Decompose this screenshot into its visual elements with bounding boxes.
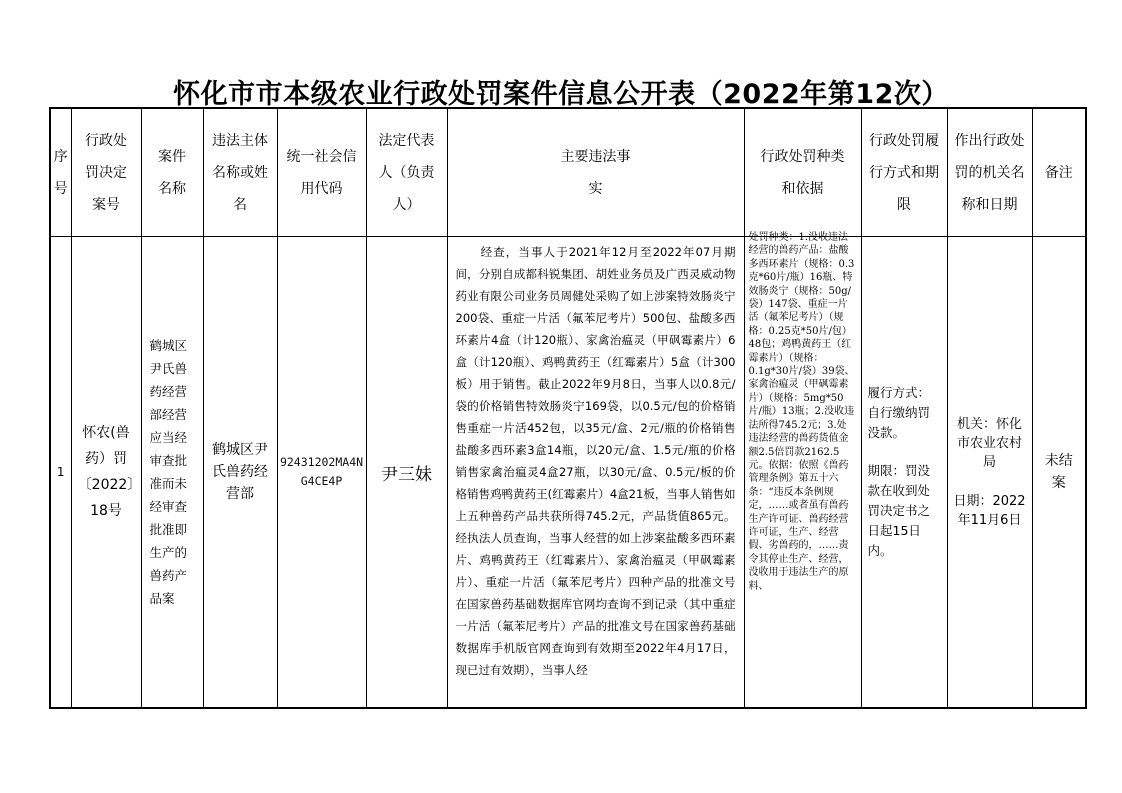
- header-seq: 序号: [50, 108, 71, 237]
- header-penalty: 行政处罚种类和依据: [744, 108, 861, 237]
- header-subject: 违法主体名称或姓名: [203, 108, 277, 237]
- execution-period: 期限：罚没款在收到处罚决定书之日起15日内。: [867, 463, 931, 558]
- cell-note: 未结案: [1032, 237, 1086, 709]
- header-decision-no: 行政处罚决定案号: [71, 108, 141, 237]
- header-facts: 主要违法事实: [447, 108, 744, 237]
- cell-subject: 鹤城区尹氏兽药经营部: [203, 237, 277, 709]
- cell-legal-rep: 尹三妹: [366, 237, 447, 709]
- org-date: 日期：2022年11月6日: [953, 493, 1026, 528]
- facts-text: [448, 237, 744, 707]
- cell-seq: 1: [50, 237, 71, 709]
- header-case-name: 案件名称: [141, 108, 203, 237]
- cell-facts: [447, 237, 744, 709]
- execution-method: 履行方式：自行缴纳罚没款。: [867, 385, 931, 440]
- cell-credit-code: 92431202MA4NG4CE4P: [277, 237, 366, 709]
- page-title: 怀化市市本级农业行政处罚案件信息公开表（2022年第12次）: [173, 79, 949, 110]
- table-header-row: [50, 108, 1086, 237]
- header-credit-code: 统一社会信用代码: [277, 108, 366, 237]
- cell-org: [947, 237, 1032, 709]
- header-execution: 行政处罚履行方式和期限: [861, 108, 947, 237]
- cell-case-name: 鹤城区尹氏兽药经营部经营应当经审查批准而未经审查批准即生产的兽药产品案: [141, 237, 203, 709]
- cell-decision-no: 怀农(兽药）罚〔2022〕18号: [71, 237, 141, 709]
- table-row: [50, 237, 1086, 709]
- org-block: [948, 415, 1032, 530]
- header-legal-rep: 法定代表人（负责人）: [366, 108, 447, 237]
- cell-execution: [861, 237, 947, 709]
- cell-penalty: [744, 232, 861, 709]
- execution-block: [862, 383, 947, 561]
- header-note: 备注: [1032, 108, 1086, 237]
- penalty-text: 处罚种类：1.没收违法经营的兽药产品：盐酸多西环素片（规格：0.3克*60片/瓶）16瓶、特效肠炎宁（规格：50g/袋）147袋、重症一片活（氟苯尼考片）（规格：0.25克*50片/包）48包；鸡鸭黄药王（红霉素片）（规格：0.1g*30片/袋）39袋、家禽治瘟灵（甲砜霉素片）（规格：5mg*50片/瓶）13瓶；2.没收违法所得745.2元；3.处违法经营的兽药货值金额2.5倍罚款2162.5元。依据：依照《兽药管理条例》第五十六条：“违反本条例规定，……或者虽有兽药生产许可证、兽药经营许可证，生产、经营假、劣兽药的，……责令其停止生产、经营，没收用于违法生产的原料、: [748, 232, 855, 592]
- org-name: 机关：怀化市农业农村局: [956, 416, 1022, 470]
- case-info-table: [49, 107, 1087, 709]
- header-org: 作出行政处罚的机关名称和日期: [947, 108, 1032, 237]
- facts-body: 经查，当事人于2021年12月至2022年07月期间，分别自成都科锐集团、胡姓业务员及广西灵威动物药业有限公司业务员周健处采购了如上涉案特效肠炎宁200袋、重症一片活（氟苯尼考片）500包、盐酸多西环素片4盒（计120瓶）、家禽治瘟灵（甲砜霉素片）6盒（计120瓶）、鸡鸭黄药王（红霉素片）5盒（计300板）用于销售。截止2022年9月8日，当事人以0.8元/袋的价格销售特效肠炎宁169袋，以0.5元/包的价格销售重症一片活452包，以35元/盒、2元/瓶的价格销售盐酸多西环素3盒14瓶，以20元/盒、1.5元/瓶的价格销售家禽治瘟灵4盒27瓶，以30元/盒、0.5元/板的价格销售鸡鸭黄药王(红霉素片）4盒21板，当事人销售如上五种兽药产品共获所得745.2元，产品货值865元。经执法人员查询，当事人经营的如上涉案盐酸多西环素片、鸡鸭黄药王（红霉素片）、家禽治瘟灵（甲砜霉素片）、重症一片活（氟苯尼考片）四种产品的批准文号在国家兽药基础数据库官网均查询不到记录（其中重症一片活（氟苯尼考片）产品的批准文号在国家兽药基础数据库手机版官网查询到有效期至2022年4月17日，现已过有效期），当事人经: [455, 245, 736, 677]
